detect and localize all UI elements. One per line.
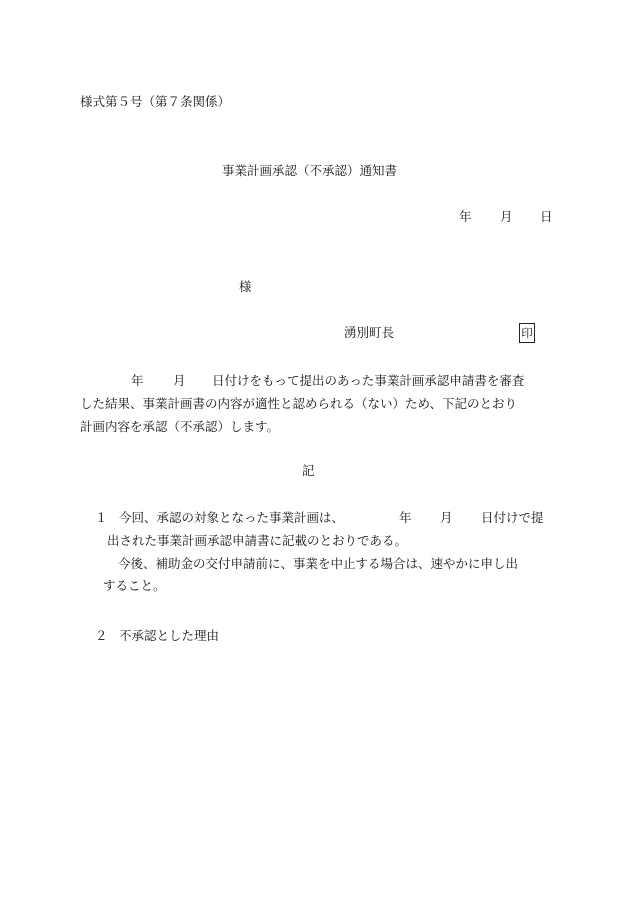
item-1-line-2: 出された事業計画承認申請書に記載のとおりである。 — [107, 533, 408, 548]
issuer-name: 湧別町長 — [344, 325, 395, 340]
date-year-label: 年 — [459, 209, 472, 224]
item-2-text: 不承認とした理由 — [119, 628, 220, 643]
item-2-number: ２ — [95, 628, 108, 643]
date-month-label: 月 — [500, 209, 513, 224]
form-number: 様式第５号（第７条関係） — [80, 94, 231, 109]
item-1-line-4: すること。 — [103, 578, 166, 593]
body-month-label: 月 — [173, 373, 186, 388]
item-1-number: １ — [95, 510, 108, 525]
item-1-line-3: 今後、補助金の交付申請前に、事業を中止する場合は、速やかに申し出 — [118, 556, 519, 571]
body-line-2: した結果、事業計画書の内容が適性と認められる（ない）ため、下記のとおり — [80, 396, 518, 411]
document-title: 事業計画承認（不承認）通知書 — [222, 163, 398, 178]
item-1-text-b: 日付けで提 — [481, 510, 544, 525]
body-line-1: 日付けをもって提出のあった事業計画承認申請書を審査 — [212, 373, 525, 388]
date-day-label: 日 — [540, 209, 553, 224]
addressee-suffix: 様 — [239, 279, 252, 294]
seal-mark: 印 — [519, 323, 535, 343]
item-1-text-a: 今回、承認の対象となった事業計画は、 — [119, 510, 345, 525]
item-1-month-label: 月 — [440, 510, 453, 525]
item-1-year-label: 年 — [399, 510, 412, 525]
body-line-3: 計画内容を承認（不承認）します。 — [80, 419, 280, 434]
body-year-label: 年 — [131, 373, 144, 388]
ki-heading: 記 — [302, 463, 315, 478]
